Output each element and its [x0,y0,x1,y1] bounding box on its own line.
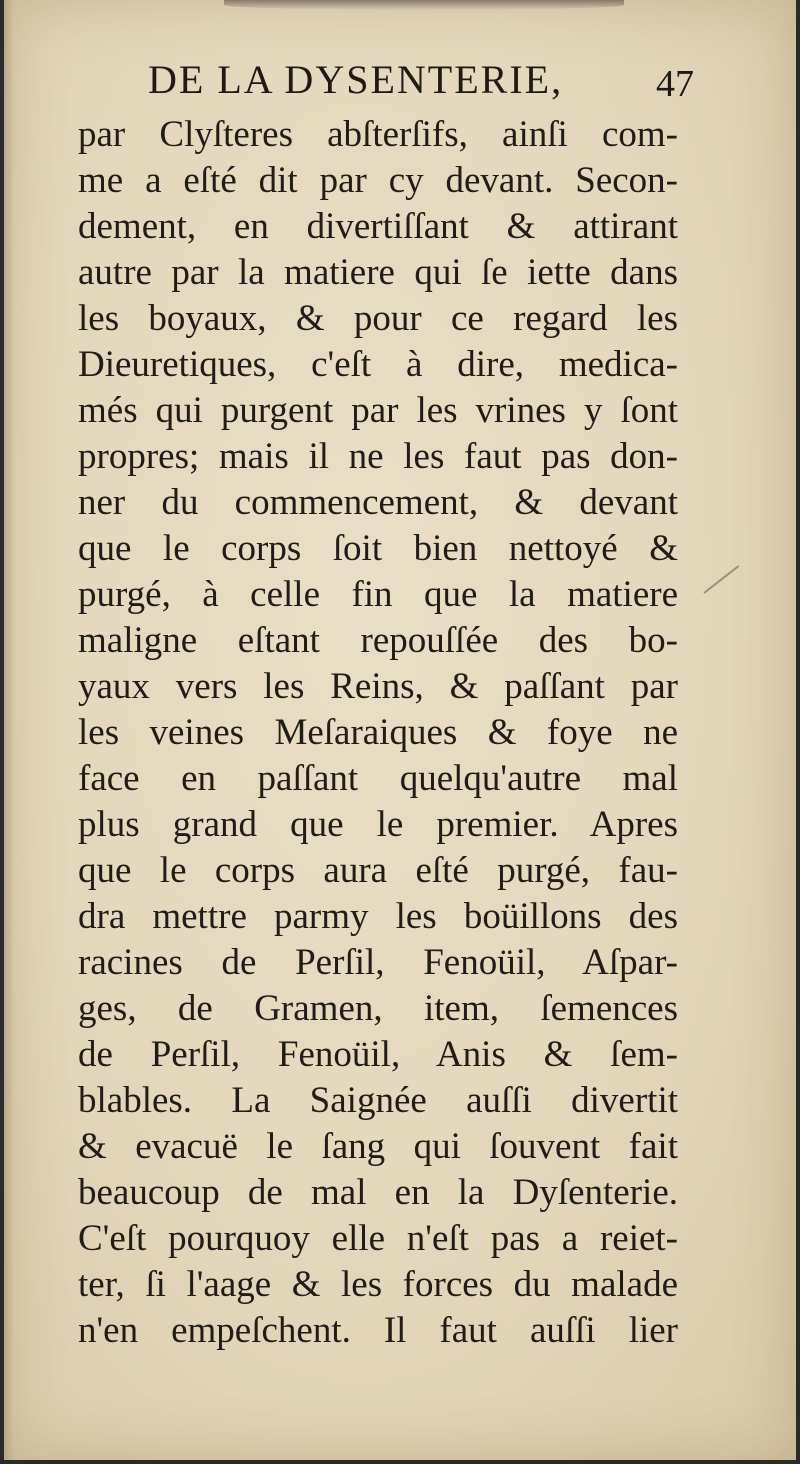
text-line: les boyaux, & pour ce regard les [78,298,678,339]
text-line: ges, de Gramen, item, ſemences [78,988,678,1029]
text-line: par Clyſteres abſterſifs, ainſi com- [78,114,678,155]
text-line: propres; mais il ne les faut pas don- [78,436,678,477]
text-line: face en paſſant quelqu'autre mal [78,758,678,799]
text-line: ter, ſi l'aage & les forces du malade [78,1264,678,1305]
text-line: n'en empeſchent. Il faut auſſi lier [78,1310,678,1351]
page-header [64,56,694,110]
text-line: dra mettre parmy les boüillons des [78,896,678,937]
text-line: ner du commencement, & devant [78,482,678,523]
text-line: blables. La Saignée auſſi divertit [78,1080,678,1121]
text-line: plus grand que le premier. Apres [78,804,678,845]
text-line: Dieuretiques, c'eſt à dire, medica- [78,344,678,385]
text-line: purgé, à celle fin que la matiere [78,574,678,615]
page-number: 47 [656,63,694,105]
page-top-stain [224,0,624,10]
text-line: me a eſté dit par cy devant. Secon- [78,160,678,201]
text-line: que le corps ſoit bien nettoyé & [78,528,678,569]
text-line: dement, en divertiſſant & attirant [78,206,678,247]
text-line: racines de Perſil, Fenoüil, Aſpar- [78,942,678,983]
body-text [78,112,678,1354]
book-page [4,0,796,1460]
text-line: C'eſt pourquoy elle n'eſt pas a reiet- [78,1218,678,1259]
margin-pencil-mark [703,565,739,594]
text-line: autre par la matiere qui ſe iette dans [78,252,678,293]
page-gutter-shadow [4,0,14,1460]
text-line: que le corps aura eſté purgé, fau- [78,850,678,891]
text-line: de Perſil, Fenoüil, Anis & ſem- [78,1034,678,1075]
text-line: més qui purgent par les vrines y ſont [78,390,678,431]
text-line: yaux vers les Reins, & paſſant par [78,666,678,707]
text-line: beaucoup de mal en la Dyſenterie. [78,1172,678,1213]
text-line: les veines Meſaraiques & foye ne [78,712,678,753]
running-title: DE LA DYSENTERIE, [148,57,564,102]
text-line: maligne eſtant repouſſée des bo- [78,620,678,661]
text-line: & evacuë le ſang qui ſouvent fait [78,1126,678,1167]
